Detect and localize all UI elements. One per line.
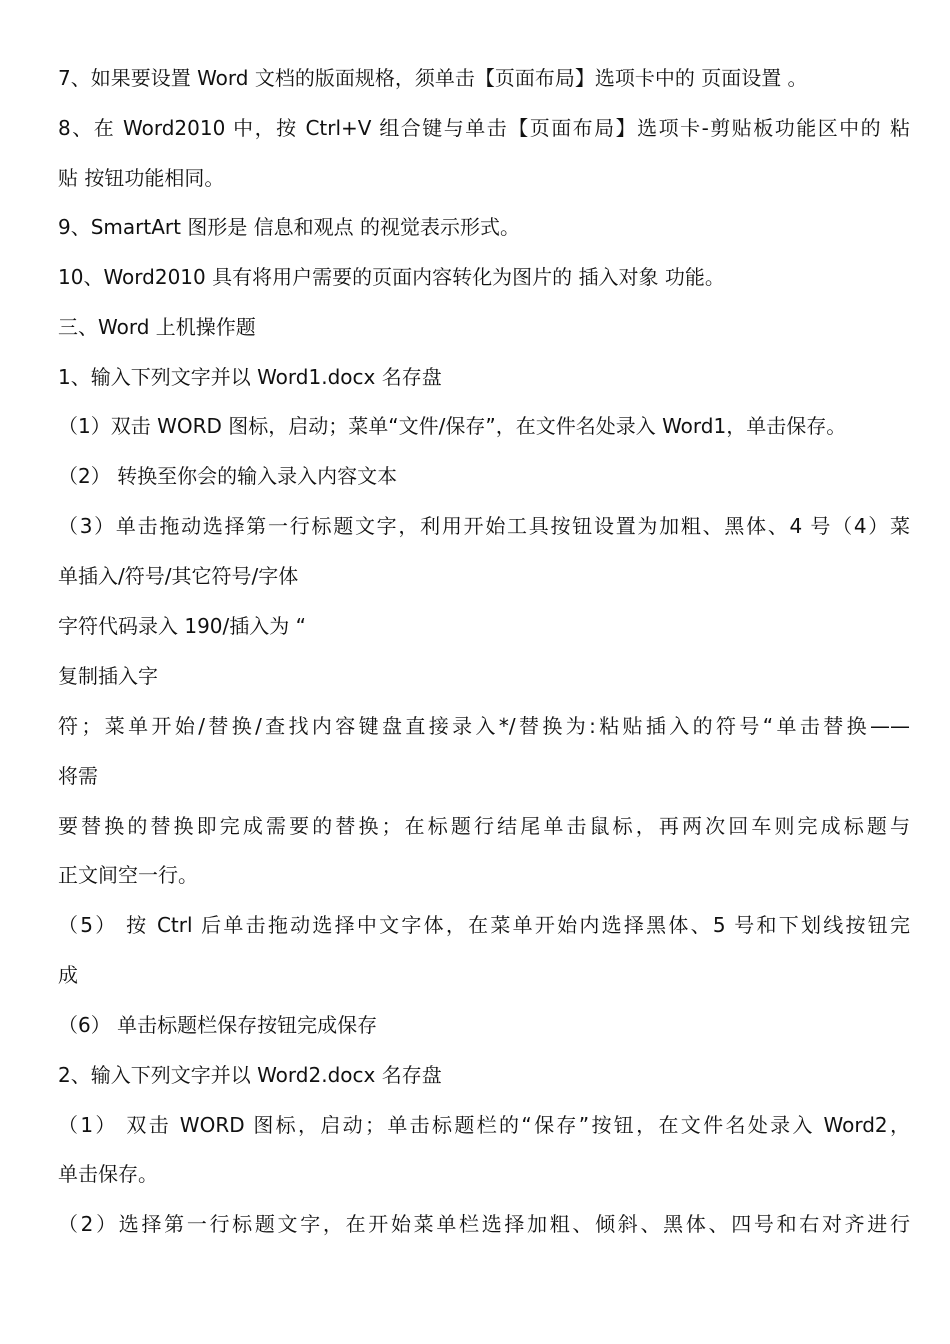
text-line: 2、输入下列文字并以 Word2.docx 名存盘 — [58, 1063, 442, 1087]
text-line: 字符代码录入 190/插入为 “ — [58, 614, 306, 638]
text-line: （5） 按 Ctrl 后单击拖动选择中文字体，在菜单开始内选择黑体、5 号和下划线按钮完 — [58, 913, 910, 937]
text-line: 将需 — [58, 764, 98, 788]
text-line: 符；菜单开始/替换/查找内容键盘直接录入*/替换为:粘贴插入的符号“单击替换—— — [58, 714, 910, 738]
text-line: 贴 按钮功能相同。 — [58, 166, 225, 190]
text-line: 单插入/符号/其它符号/字体 — [58, 564, 299, 588]
text-line: （6） 单击标题栏保存按钮完成保存 — [58, 1013, 378, 1037]
text-line: 复制插入字 — [58, 664, 158, 688]
text-line: 单击保存。 — [58, 1162, 158, 1186]
text-line: 7、如果要设置 Word 文档的版面规格，须单击【页面布局】选项卡中的 页面设置 。 — [58, 66, 808, 90]
text-line: 1、输入下列文字并以 Word1.docx 名存盘 — [58, 365, 442, 389]
text-line: 要替换的替换即完成需要的替换；在标题行结尾单击鼠标，再两次回车则完成标题与 — [58, 814, 910, 838]
text-line: 10、Word2010 具有将用户需要的页面内容转化为图片的 插入对象 功能。 — [58, 265, 725, 289]
text-line: 正文间空一行。 — [58, 863, 198, 887]
text-line: （1） 双击 WORD 图标，启动；单击标题栏的“保存”按钮，在文件名处录入 Word2， — [58, 1113, 910, 1137]
text-line: （1）双击 WORD 图标，启动；菜单“文件/保存”，在文件名处录入 Word1，单击保存。 — [58, 414, 847, 438]
text-line: 成 — [58, 963, 78, 987]
text-line: 8、在 Word2010 中，按 Ctrl+V 组合键与单击【页面布局】选项卡-剪贴板功能区中的 粘 — [58, 116, 910, 140]
text-line: （2）选择第一行标题文字，在开始菜单栏选择加粗、倾斜、黑体、四号和右对齐进行 — [58, 1212, 910, 1236]
section-heading: 三、Word 上机操作题 — [58, 315, 256, 339]
text-line: 9、SmartArt 图形是 信息和观点 的视觉表示形式。 — [58, 215, 521, 239]
text-line: （3）单击拖动选择第一行标题文字，利用开始工具按钮设置为加粗、黑体、4 号（4）菜 — [58, 514, 910, 538]
text-line: （2） 转换至你会的输入录入内容文本 — [58, 464, 398, 488]
